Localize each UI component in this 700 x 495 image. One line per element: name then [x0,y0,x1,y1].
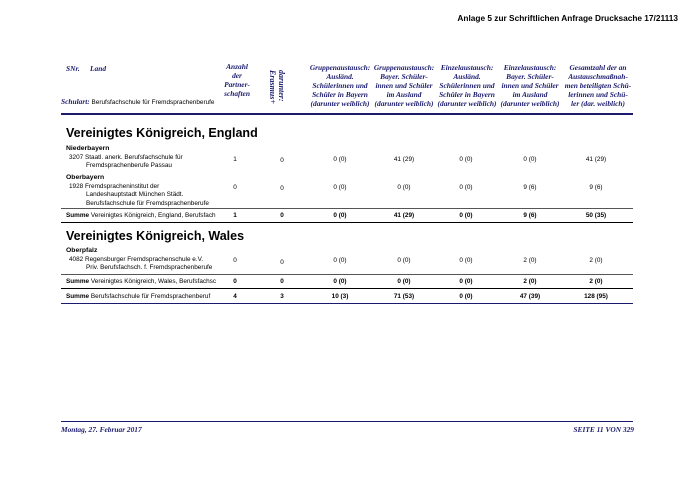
cell: 0 (0) [397,257,411,264]
cell: 2 (0) [523,257,537,264]
cell: 0 (0) [459,184,473,191]
cell: 0 (0) [333,257,347,264]
document-reference: Anlage 5 zur Schriftlichen Anfrage Drucksache 17/21113 [457,13,678,23]
cell: 0 [280,157,284,164]
cell: 0 (0) [523,156,537,163]
header-snr: SNr. [66,64,80,73]
cell: 50 (35) [585,212,607,219]
divider [61,288,633,289]
header-col-erasmus: darunter: Erasmus+ [268,70,286,104]
footer-page: SEITE 11 VON 329 [573,425,634,434]
cell: 128 (95) [584,293,608,300]
cell: 0 (0) [333,278,347,285]
sum-row-wales: Summe Vereinigtes Königreich, Wales, Berufsfachsc [66,278,217,285]
header-col-gruppen-bay: Gruppenaustausch: Bayer. Schüler- innen und Schüler im Ausland (darunter weiblich) [373,63,435,108]
cell: 0 [280,185,284,192]
cell: 0 (0) [333,156,347,163]
header-col-einzel-bay: Einzelaustausch: Bayer. Schüler- innen und Schüler im Ausland (darunter weiblich) [500,63,560,108]
cell: 1 [233,156,237,163]
cell: 10 (3) [331,293,349,300]
cell: 47 (39) [519,293,541,300]
cell: 0 (0) [397,278,411,285]
header-schulart [61,97,214,106]
cell: 0 (0) [459,257,473,264]
cell: 0 (0) [459,156,473,163]
sum-row-total: Summe Berufsfachschule für Fremdsprachenberuf [66,293,211,300]
cell: 9 (6) [589,184,603,191]
sum-row-england: Summe Vereinigtes Königreich, England, Berufsfach [66,212,216,219]
cell: 0 [280,259,284,266]
schulart-value: Berufsfachschule für Fremdsprachenberufe [91,99,215,106]
section-title-england: Vereinigtes Königreich, England [66,126,258,140]
divider [61,208,633,209]
cell: 2 (0) [523,278,537,285]
header-col-gesamt: Gesamtzahl der an Austauschmaßnah- men beteiligten Schü- lerinnen und Schü- ler (dar. weiblich) [564,63,632,108]
school-row-1928: 1928 Fremdspracheninstitut der Landeshauptstadt München Städt. Berufsfachschule für Fremdsprachenberufe [69,183,209,207]
cell: 0 (0) [333,212,347,219]
schulart-label: Schulart: [61,97,90,106]
cell: 2 (0) [589,257,603,264]
cell: 0 [280,278,284,285]
cell: 9 (6) [523,184,537,191]
region-oberbayern: Oberbayern [66,174,105,181]
cell: 71 (53) [393,293,415,300]
region-niederbayern: Niederbayern [66,145,110,152]
header-col-gruppen-ausl: Gruppenaustausch: Ausländ. Schülerinnen und Schüler in Bayern (darunter weiblich) [309,63,371,108]
total-divider [61,303,633,304]
cell: 0 (0) [459,293,473,300]
cell: 41 (29) [585,156,607,163]
header-divider [61,113,633,115]
divider [61,274,633,275]
cell: 1 [233,212,237,219]
cell: 0 (0) [459,278,473,285]
cell: 0 (0) [397,184,411,191]
cell: 0 (0) [333,184,347,191]
cell: 4 [233,293,237,300]
cell: 2 (0) [589,278,603,285]
header-col-partner: Anzahl der Partner- schaften [224,62,250,98]
section-title-wales: Vereinigtes Königreich, Wales [66,229,245,243]
footer-divider [61,421,633,422]
cell: 0 [280,212,284,219]
cell: 41 (29) [393,212,415,219]
cell: 41 (29) [393,156,415,163]
cell: 9 (6) [523,212,537,219]
cell: 0 [233,184,237,191]
cell: 0 [233,257,237,264]
region-oberpfalz: Oberpfalz [66,247,98,254]
cell: 0 [233,278,237,285]
header-land: Land [90,64,107,73]
footer-date: Montag, 27. Februar 2017 [61,425,142,434]
header-col-einzel-ausl: Einzelaustausch: Ausländ. Schülerinnen und Schüler in Bayern (darunter weiblich) [437,63,497,108]
cell: 0 (0) [459,212,473,219]
divider [61,222,633,223]
school-row-3207: 3207 Staatl. anerk. Berufsfachschule für Fremdsprachenberufe Passau [69,154,183,170]
cell: 3 [280,293,284,300]
school-row-4082: 4082 Regensburger Fremdsprachenschule e.V. Priv. Berufsfachsch. f. Fremdsprachenberufe [69,256,213,272]
